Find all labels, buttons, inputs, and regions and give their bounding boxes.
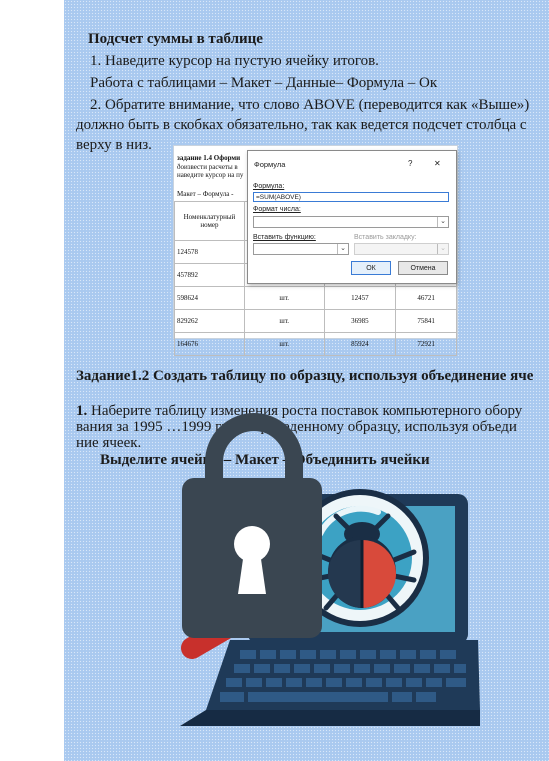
table-cell: 598624	[175, 287, 245, 310]
ok-button[interactable]: ОК	[351, 261, 391, 275]
insert-bookmark-select[interactable]	[354, 243, 449, 255]
table-cell: шт.	[244, 333, 324, 356]
dialog-title: Формула	[254, 160, 286, 169]
table-cell: 829262	[175, 310, 245, 333]
table-cell: шт.	[244, 287, 324, 310]
formula-label: Формула:	[253, 183, 285, 190]
formula-dialog	[247, 150, 457, 284]
insert-bookmark-label: Вставить закладку:	[354, 234, 417, 241]
formula-input[interactable]: =SUM(ABOVE)	[253, 192, 449, 202]
doc-line: задание 1.4 Оформи	[177, 154, 241, 162]
number-format-select[interactable]	[253, 216, 449, 228]
section2-line2: вания за 1995 …1999 гг. по приведенному образцу, используя объеди	[76, 419, 517, 435]
path-text: Работа с таблицами – Макет – Данные– Формула – Ок	[90, 75, 438, 91]
security-illustration	[160, 470, 480, 761]
insert-function-label: Вставить функцию:	[253, 234, 316, 241]
table-cell: 12457	[324, 287, 396, 310]
formula-dialog-screenshot	[174, 146, 457, 348]
table-cell: 164676	[175, 333, 245, 356]
doc-line: Макет – Формула -	[177, 190, 234, 198]
section2-line3: ние ячеек.	[76, 435, 142, 451]
merge-instruction: Выделите ячейки – Макет – Объединить ячейки	[100, 452, 430, 468]
step1-text: 1. Наведите курсор на пустую ячейку итогов.	[90, 53, 379, 69]
table-cell: 72921	[396, 333, 457, 356]
section2-heading: Задание1.2 Создать таблицу по образцу, используя объединение яче	[76, 368, 534, 384]
section1-heading: Подсчет суммы в таблице	[88, 31, 263, 47]
item-number: 1.	[76, 403, 88, 419]
table-header-cell: Номенклатурный номер	[175, 202, 245, 241]
table-cell: 457892	[175, 264, 245, 287]
chevron-down-icon: ⌄	[337, 244, 348, 254]
line-text: Наберите таблицу изменения роста поставок компьютерного обору	[91, 403, 523, 419]
close-button[interactable]: ✕	[434, 159, 441, 168]
doc-line: ðоизвести расчеты в	[177, 163, 238, 171]
table-cell: 85924	[324, 333, 396, 356]
step2-line2: должно быть в скобках обязательно, так как ведется подсчет столбца с	[76, 117, 527, 133]
table-row	[175, 333, 457, 356]
cancel-button[interactable]: Отмена	[398, 261, 448, 275]
table-cell: шт.	[244, 310, 324, 333]
table-row	[175, 287, 457, 310]
number-format-label: Формат числа:	[253, 206, 301, 213]
table-row	[175, 310, 457, 333]
chevron-down-icon: ⌄	[437, 217, 448, 227]
table-cell: 36985	[324, 310, 396, 333]
table-cell: 75841	[396, 310, 457, 333]
doc-line: наведите курсор на пу	[177, 171, 244, 179]
table-cell: 124578	[175, 241, 245, 264]
chevron-down-icon: ⌄	[437, 244, 448, 254]
step2-line3: верху в низ.	[76, 137, 152, 153]
help-button[interactable]: ?	[408, 159, 413, 168]
document-page	[64, 0, 549, 761]
step2-line1: 2. Обратите внимание, что слово ABOVE (переводится как «Выше»)	[90, 97, 530, 113]
insert-function-select[interactable]	[253, 243, 349, 255]
table-cell: 46721	[396, 287, 457, 310]
